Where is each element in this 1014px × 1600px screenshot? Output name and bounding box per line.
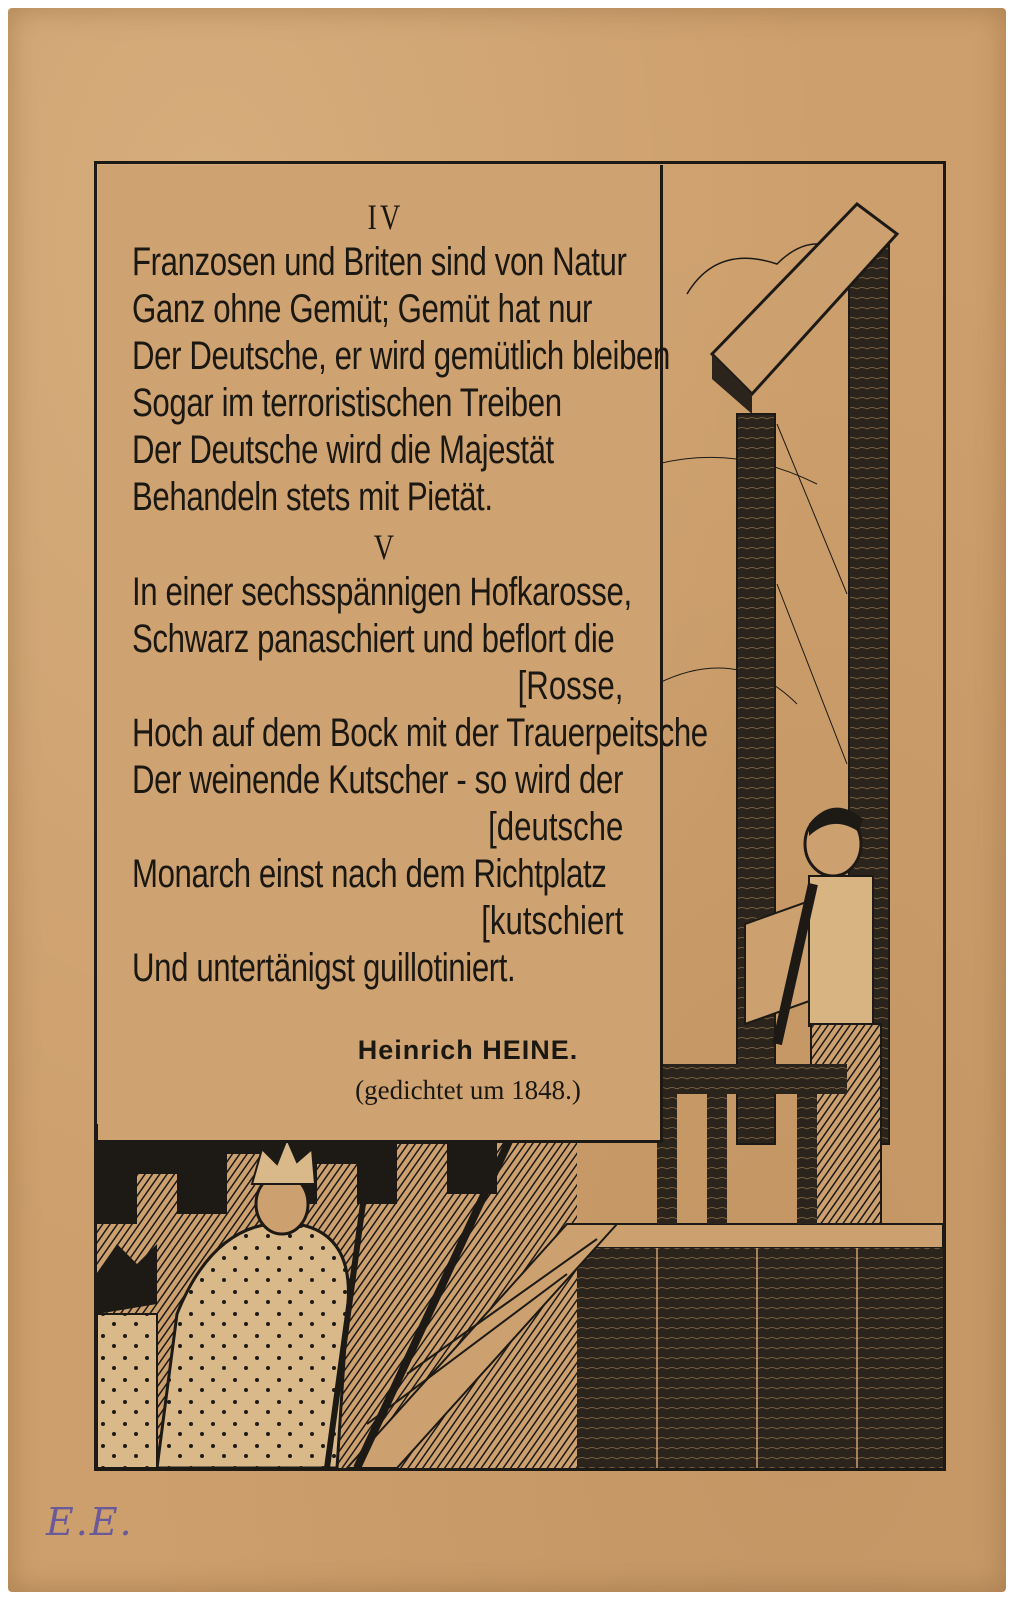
handwritten-initials: E.E.: [46, 1500, 134, 1544]
author-name: Heinrich HEINE.: [357, 1035, 579, 1065]
poem-line: Schwarz panaschiert und beflort die: [132, 617, 615, 661]
stanza-number-iv: IV: [367, 197, 404, 237]
poem-text: [132, 195, 708, 992]
poem-line: Franzosen und Briten sind von Natur: [132, 240, 627, 284]
poem-line: In einer sechsspännigen Hofkarosse,: [132, 570, 632, 614]
poem-panel: [98, 165, 708, 1143]
stanza-number-v: V: [373, 527, 398, 567]
poem-line: Der weinende Kutscher - so wird der: [132, 758, 623, 802]
poem-line: Monarch einst nach dem Richtplatz: [132, 852, 607, 896]
poem-line: Hoch auf dem Bock mit der Trauerpeitsche: [132, 711, 708, 755]
poem-line: Behandeln stets mit Pietät.: [132, 475, 493, 519]
poem-line: Ganz ohne Gemüt; Gemüt hat nur: [132, 287, 593, 331]
poem-line-continuation: [kutschiert: [481, 899, 624, 943]
poem-line: Der Deutsche wird die Majestät: [132, 428, 554, 472]
poem-line-continuation: [deutsche: [488, 805, 624, 849]
poem-line: Sogar im terroristischen Treiben: [132, 381, 562, 425]
poem-line: Der Deutsche, er wird gemütlich bleiben: [132, 334, 670, 378]
date-note: (gedichtet um 1848.): [355, 1075, 581, 1105]
poem-line: Und untertänigst guillotiniert.: [132, 946, 516, 990]
poem-line-continuation: [Rosse,: [517, 664, 624, 708]
